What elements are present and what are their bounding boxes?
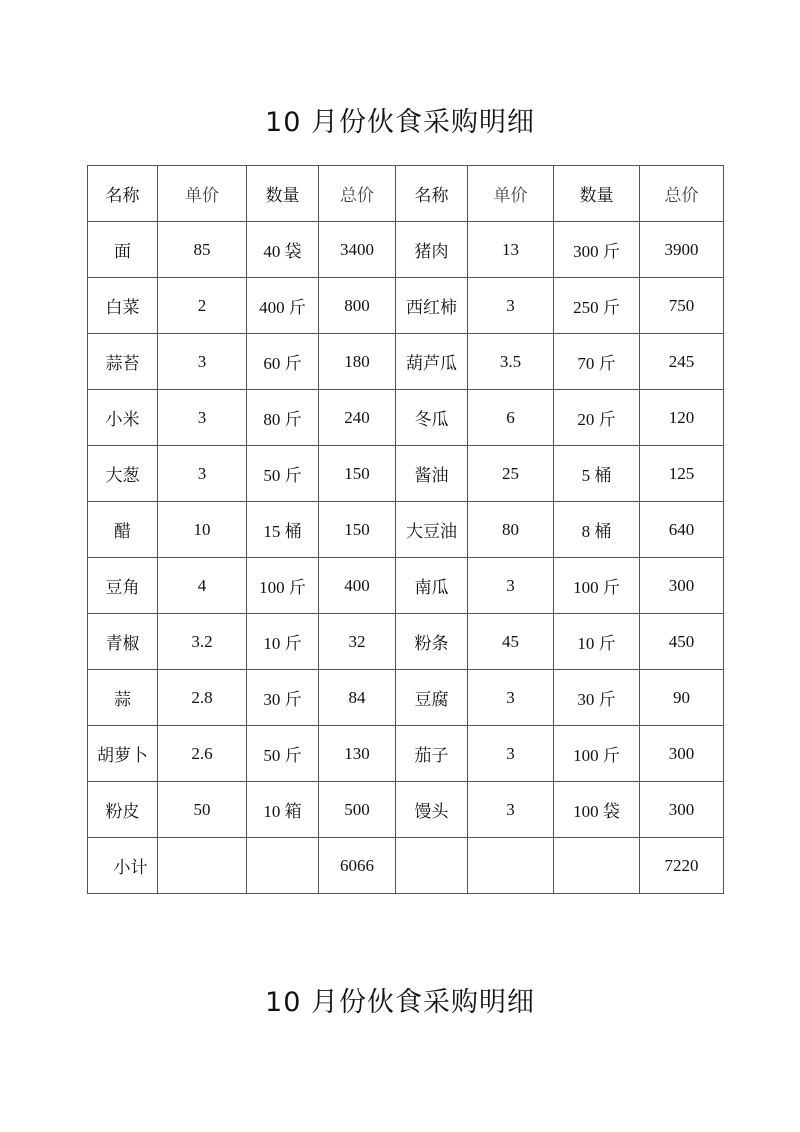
cell-total-1: 180 — [319, 334, 396, 390]
cell-unit-price-2: 3.5 — [468, 334, 554, 390]
cell-quantity-2: 100 斤 — [554, 558, 640, 614]
cell-total-2: 750 — [640, 278, 724, 334]
cell-name-1: 面 — [88, 222, 158, 278]
page-title: 10 月份伙食采购明细 — [265, 107, 535, 138]
cell-unit-price-2: 3 — [468, 278, 554, 334]
cell-unit-price-2: 3 — [468, 558, 554, 614]
table-row — [88, 334, 724, 390]
table-row — [88, 614, 724, 670]
cell-total-1: 130 — [319, 726, 396, 782]
cell-name-2: 西红柿 — [396, 278, 468, 334]
header-quantity-1: 数量 — [247, 166, 319, 222]
cell-name-1: 大葱 — [88, 446, 158, 502]
cell-quantity-1: 50 斤 — [247, 726, 319, 782]
table-header-row — [88, 166, 724, 222]
cell-total-2: 125 — [640, 446, 724, 502]
cell-quantity-1: 80 斤 — [247, 390, 319, 446]
cell-quantity-1: 60 斤 — [247, 334, 319, 390]
table-row — [88, 222, 724, 278]
cell-unit-price-2: 3 — [468, 726, 554, 782]
cell-total-1: 84 — [319, 670, 396, 726]
cell-name-2: 猪肉 — [396, 222, 468, 278]
cell-total-1: 240 — [319, 390, 396, 446]
cell-name-2: 馒头 — [396, 782, 468, 838]
subtotal-cell-total-2: 7220 — [640, 838, 724, 894]
cell-unit-price-1: 2.6 — [158, 726, 247, 782]
subtotal-cell-unit-price-1 — [158, 838, 247, 894]
table-row — [88, 670, 724, 726]
cell-name-1: 粉皮 — [88, 782, 158, 838]
cell-total-2: 640 — [640, 502, 724, 558]
cell-quantity-1: 50 斤 — [247, 446, 319, 502]
cell-quantity-1: 40 袋 — [247, 222, 319, 278]
cell-total-1: 150 — [319, 502, 396, 558]
cell-name-1: 小米 — [88, 390, 158, 446]
header-total-1: 总价 — [319, 166, 396, 222]
cell-quantity-2: 10 斤 — [554, 614, 640, 670]
cell-total-2: 300 — [640, 558, 724, 614]
cell-total-1: 500 — [319, 782, 396, 838]
cell-name-1: 胡萝卜 — [88, 726, 158, 782]
cell-unit-price-1: 3 — [158, 446, 247, 502]
subtotal-cell-quantity-2 — [554, 838, 640, 894]
cell-unit-price-2: 3 — [468, 782, 554, 838]
cell-name-2: 豆腐 — [396, 670, 468, 726]
cell-quantity-2: 300 斤 — [554, 222, 640, 278]
subtotal-cell-unit-price-2 — [468, 838, 554, 894]
cell-quantity-1: 10 箱 — [247, 782, 319, 838]
cell-name-1: 豆角 — [88, 558, 158, 614]
cell-quantity-2: 8 桶 — [554, 502, 640, 558]
cell-total-1: 32 — [319, 614, 396, 670]
purchase-table — [87, 165, 724, 894]
cell-total-2: 300 — [640, 726, 724, 782]
cell-unit-price-2: 25 — [468, 446, 554, 502]
cell-quantity-2: 100 袋 — [554, 782, 640, 838]
cell-unit-price-1: 2.8 — [158, 670, 247, 726]
cell-quantity-2: 250 斤 — [554, 278, 640, 334]
cell-name-1: 青椒 — [88, 614, 158, 670]
cell-name-2: 南瓜 — [396, 558, 468, 614]
cell-unit-price-2: 45 — [468, 614, 554, 670]
cell-quantity-1: 15 桶 — [247, 502, 319, 558]
subtotal-cell-name-2 — [396, 838, 468, 894]
cell-quantity-1: 10 斤 — [247, 614, 319, 670]
cell-unit-price-1: 2 — [158, 278, 247, 334]
cell-unit-price-1: 85 — [158, 222, 247, 278]
cell-total-1: 150 — [319, 446, 396, 502]
cell-name-1: 蒜苔 — [88, 334, 158, 390]
cell-name-2: 冬瓜 — [396, 390, 468, 446]
table-row — [88, 278, 724, 334]
cell-unit-price-1: 3 — [158, 334, 247, 390]
table-row — [88, 390, 724, 446]
cell-name-2: 酱油 — [396, 446, 468, 502]
cell-unit-price-1: 3.2 — [158, 614, 247, 670]
table-row — [88, 782, 724, 838]
cell-total-2: 245 — [640, 334, 724, 390]
subtotal-cell-quantity-1 — [247, 838, 319, 894]
cell-total-2: 120 — [640, 390, 724, 446]
subtotal-cell-total-1: 6066 — [319, 838, 396, 894]
cell-unit-price-1: 10 — [158, 502, 247, 558]
cell-total-2: 450 — [640, 614, 724, 670]
header-total-2: 总价 — [640, 166, 724, 222]
header-name-2: 名称 — [396, 166, 468, 222]
cell-total-1: 3400 — [319, 222, 396, 278]
cell-name-1: 蒜 — [88, 670, 158, 726]
cell-unit-price-1: 3 — [158, 390, 247, 446]
cell-total-2: 90 — [640, 670, 724, 726]
cell-quantity-2: 5 桶 — [554, 446, 640, 502]
cell-total-2: 300 — [640, 782, 724, 838]
cell-total-1: 800 — [319, 278, 396, 334]
cell-quantity-2: 30 斤 — [554, 670, 640, 726]
cell-unit-price-2: 3 — [468, 670, 554, 726]
cell-quantity-1: 100 斤 — [247, 558, 319, 614]
subtotal-row — [88, 838, 724, 894]
header-unit-price-1: 单价 — [158, 166, 247, 222]
cell-name-1: 白菜 — [88, 278, 158, 334]
subtotal-label: 小计 — [88, 838, 158, 894]
header-name-1: 名称 — [88, 166, 158, 222]
cell-unit-price-2: 13 — [468, 222, 554, 278]
table-row — [88, 726, 724, 782]
header-unit-price-2: 单价 — [468, 166, 554, 222]
cell-unit-price-2: 80 — [468, 502, 554, 558]
repeat-title: 10 月份伙食采购明细 — [265, 987, 535, 1018]
cell-name-2: 大豆油 — [396, 502, 468, 558]
cell-unit-price-2: 6 — [468, 390, 554, 446]
cell-total-2: 3900 — [640, 222, 724, 278]
table-row — [88, 558, 724, 614]
cell-quantity-1: 400 斤 — [247, 278, 319, 334]
table-row — [88, 446, 724, 502]
cell-total-1: 400 — [319, 558, 396, 614]
cell-unit-price-1: 50 — [158, 782, 247, 838]
cell-quantity-1: 30 斤 — [247, 670, 319, 726]
cell-name-2: 粉条 — [396, 614, 468, 670]
table-row — [88, 502, 724, 558]
cell-quantity-2: 100 斤 — [554, 726, 640, 782]
cell-quantity-2: 20 斤 — [554, 390, 640, 446]
cell-unit-price-1: 4 — [158, 558, 247, 614]
cell-name-2: 茄子 — [396, 726, 468, 782]
cell-name-1: 醋 — [88, 502, 158, 558]
cell-name-2: 葫芦瓜 — [396, 334, 468, 390]
header-quantity-2: 数量 — [554, 166, 640, 222]
cell-quantity-2: 70 斤 — [554, 334, 640, 390]
